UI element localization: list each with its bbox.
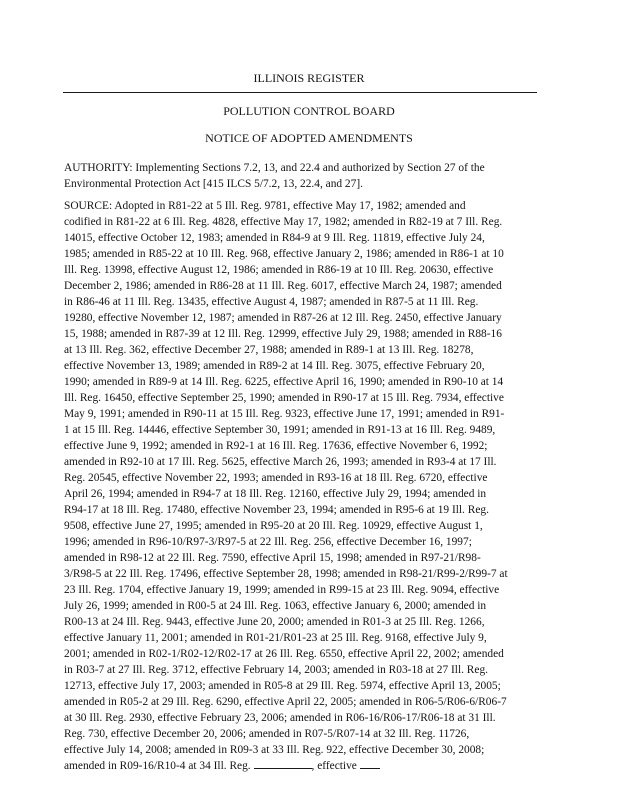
source-line: effective January 11, 2001; amended in R01-21/R01-23 at 25 Ill. Reg. 9168, effective July 9,	[64, 632, 487, 644]
citation-blank	[254, 758, 312, 769]
source-line: R00-13 at 24 Ill. Reg. 9443, effective June 20, 2000; amended in R01-3 at 25 Ill. Reg. 1266,	[64, 616, 485, 628]
source-line: 1990; amended in R89-9 at 14 Ill. Reg. 6225, effective April 16, 1990; amended in R90-10 at 14	[64, 376, 504, 388]
notice-heading: NOTICE OF ADOPTED AMENDMENTS	[205, 131, 413, 145]
source-line: May 9, 1991; amended in R90-11 at 15 Ill. Reg. 9323, effective June 17, 1991; amended in R91-	[64, 408, 505, 420]
source-last-line-suffix: , effective	[311, 760, 357, 772]
source-line: 2001; amended in R02-1/R02-12/R02-17 at 26 Ill. Reg. 6550, effective April 22, 2002; amended	[64, 648, 504, 660]
source-line: 1985; amended in R85-22 at 10 Ill. Reg. 968, effective January 2, 1986; amended in R86-1 at 10	[64, 248, 504, 260]
source-line: 9508, effective June 27, 1995; amended in R95-20 at 20 Ill. Reg. 10929, effective August 1,	[64, 520, 483, 532]
source-line: July 26, 1999; amended in R00-5 at 24 Ill. Reg. 1063, effective January 6, 2000; amended in	[64, 600, 487, 612]
source-line: effective November 13, 1989; amended in R89-2 at 14 Ill. Reg. 3075, effective February 20,	[64, 360, 485, 372]
source-line: Ill. Reg. 13998, effective August 12, 1986; amended in R86-19 at 10 Ill. Reg. 20630, effective	[64, 264, 494, 276]
source-line: 19280, effective November 12, 1987; amended in R87-26 at 12 Ill. Reg. 2450, effective January	[64, 312, 502, 324]
source-line: SOURCE: Adopted in R81-22 at 5 Ill. Reg. 9781, effective May 17, 1982; amended and	[64, 200, 466, 212]
source-line: December 2, 1986; amended in R86-28 at 11 Ill. Reg. 6017, effective March 24, 1987; amended	[64, 280, 502, 292]
source-line: 15, 1988; amended in R87-39 at 12 Ill. Reg. 12999, effective July 29, 1988; amended in R88-16	[64, 328, 502, 340]
source-line: Reg. 730, effective December 20, 2006; amended in R07-5/R07-14 at 32 Ill. Reg. 11726,	[64, 728, 470, 740]
source-line: at 13 Ill. Reg. 362, effective December 27, 1988; amended in R89-1 at 13 Ill. Reg. 18278,	[64, 344, 474, 356]
source-line: 3/R98-5 at 22 Ill. Reg. 17496, effective September 28, 1998; amended in R98-21/R99-2/R99-7 at	[64, 568, 508, 580]
effective-date-blank	[360, 758, 380, 769]
agency-heading: POLLUTION CONTROL BOARD	[223, 104, 395, 118]
source-line: codified in R81-22 at 6 Ill. Reg. 4828, effective May 17, 1982; amended in R82-19 at 7 Ill. Reg.	[64, 216, 503, 228]
authority-line: AUTHORITY: Implementing Sections 7.2, 13, and 22.4 and authorized by Section 27 of the	[64, 162, 485, 174]
source-line: April 26, 1994; amended in R94-7 at 18 Ill. Reg. 12160, effective July 29, 1994; amended in	[64, 488, 487, 500]
source-line: 14015, effective October 12, 1983; amended in R84-9 at 9 Ill. Reg. 11819, effective July 24,	[64, 232, 485, 244]
source-paragraph	[64, 198, 544, 774]
authority-line: Environmental Protection Act [415 ILCS 5/7.2, 13, 22.4, and 27].	[64, 178, 363, 190]
source-line: amended in R05-2 at 29 Ill. Reg. 6290, effective April 22, 2005; amended in R06-5/R06-6/R06-7	[64, 696, 507, 708]
source-line: 12713, effective July 17, 2003; amended in R05-8 at 29 Ill. Reg. 5974, effective April 13, 2005;	[64, 680, 501, 692]
source-line: in R03-7 at 27 Ill. Reg. 3712, effective February 14, 2003; amended in R03-18 at 27 Ill. Reg.	[64, 664, 489, 676]
source-line: amended in R98-12 at 22 Ill. Reg. 7590, effective April 15, 1998; amended in R97-21/R98-	[64, 552, 481, 564]
source-line: Reg. 20545, effective November 22, 1993; amended in R93-16 at 18 Ill. Reg. 6720, effective	[64, 472, 488, 484]
source-line: effective June 9, 1992; amended in R92-1 at 16 Ill. Reg. 17636, effective November 6, 1992;	[64, 440, 488, 452]
source-line: R94-17 at 18 Ill. Reg. 17480, effective November 23, 1994; amended in R95-6 at 19 Ill. Reg.	[64, 504, 489, 516]
source-last-line-prefix: amended in R09-16/R10-4 at 34 Ill. Reg.	[64, 760, 251, 772]
source-last-line	[64, 758, 544, 774]
source-line: 1 at 15 Ill. Reg. 14446, effective September 30, 1991; amended in R91-13 at 16 Ill. Reg. 9489,	[64, 424, 496, 436]
source-line: in R86-46 at 11 Ill. Reg. 13435, effective August 4, 1987; amended in R87-5 at 11 Ill. Reg.	[64, 296, 479, 308]
source-line: Ill. Reg. 16450, effective September 25, 1990; amended in R90-17 at 15 Ill. Reg. 7934, effective	[64, 392, 504, 404]
source-line: 1996; amended in R96-10/R97-3/R97-5 at 22 Ill. Reg. 256, effective December 16, 1997;	[64, 536, 472, 548]
source-line: effective July 14, 2008; amended in R09-3 at 33 Ill. Reg. 922, effective December 30, 2008;	[64, 744, 485, 756]
authority-paragraph	[64, 160, 544, 192]
source-line: 23 Ill. Reg. 1704, effective January 19, 1999; amended in R99-15 at 23 Ill. Reg. 9094, effective	[64, 584, 500, 596]
header-rule	[63, 92, 537, 93]
source-line: amended in R92-10 at 17 Ill. Reg. 5625, effective March 26, 1993; amended in R93-4 at 17 Ill.	[64, 456, 497, 468]
source-line: at 30 Ill. Reg. 2930, effective February 23, 2006; amended in R06-16/R06-17/R06-18 at 31 Ill.	[64, 712, 496, 724]
register-header: ILLINOIS REGISTER	[253, 71, 365, 85]
